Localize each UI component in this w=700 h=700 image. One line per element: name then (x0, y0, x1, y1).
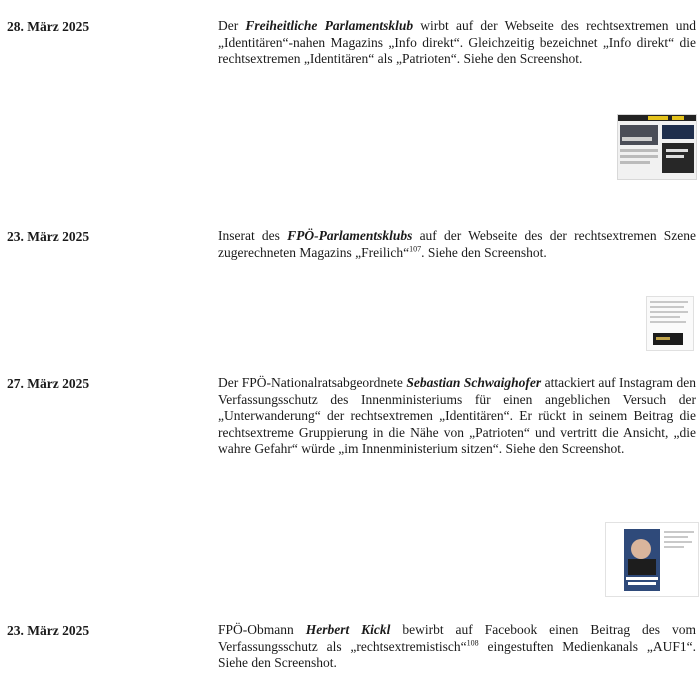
screenshot-thumbnail (605, 522, 699, 597)
entry-date: 28. März 2025 (7, 19, 90, 34)
entity-name: Sebastian Schwaighofer (406, 375, 542, 390)
footnote-ref: 107 (409, 244, 422, 254)
entry-date: 23. März 2025 (7, 623, 90, 638)
entry-text: FPÖ-Obmann Herbert Kickl bewirbt auf Facebook einen Beitrag des vom Verfassungsschutz als „rechtsextremistisch“$^{108}$ eingestuften Medienkanals „AUF1“. Siehe den Screenshot. (218, 622, 696, 671)
screenshot-thumbnail (646, 296, 694, 351)
entry-date: 23. März 2025 (7, 229, 90, 244)
entry-date: 27. März 2025 (7, 376, 90, 391)
screenshot-thumbnail (617, 114, 697, 180)
entry-text: Inserat des FPÖ-Parlamentsklubs auf der Webseite des der rechtsextremen Szene zugerechneten Magazins „Freilich“$^{107}$. Siehe den Screenshot. (218, 228, 696, 260)
entity-name: FPÖ-Parlamentsklubs (287, 228, 413, 243)
entry-text: Der Freiheitliche Parlamentsklub wirbt auf der Webseite des rechtsextremen und „Identitären“-nahen Magazins „Info direkt“. Gleichzeitig bezeichnet „Info direkt“ die rechtsextremen „Identitären“ als „Patrioten“. Siehe den Screenshot. (218, 18, 696, 67)
footnote-ref: 108 (466, 638, 479, 648)
entity-name: Herbert Kickl (305, 622, 391, 637)
entry-text: Der FPÖ-Nationalratsabgeordnete Sebastian Schwaighofer attackiert auf Instagram den Verfassungsschutz des Innenministeriums für einen angeblichen Versuch der „Unterwanderung“ der rechtsextremen „Identitären“. Er rückt in seinem Beitrag die rechtsextreme Gruppierung in die Nähe von „Patrioten“ und vertritt die Ansicht, „die wahre Gefahr“ würde „im Innenministerium sitzen“. Siehe den Screenshot. (218, 375, 696, 457)
entity-name: Freiheitliche Parlamentsklub (245, 18, 414, 33)
